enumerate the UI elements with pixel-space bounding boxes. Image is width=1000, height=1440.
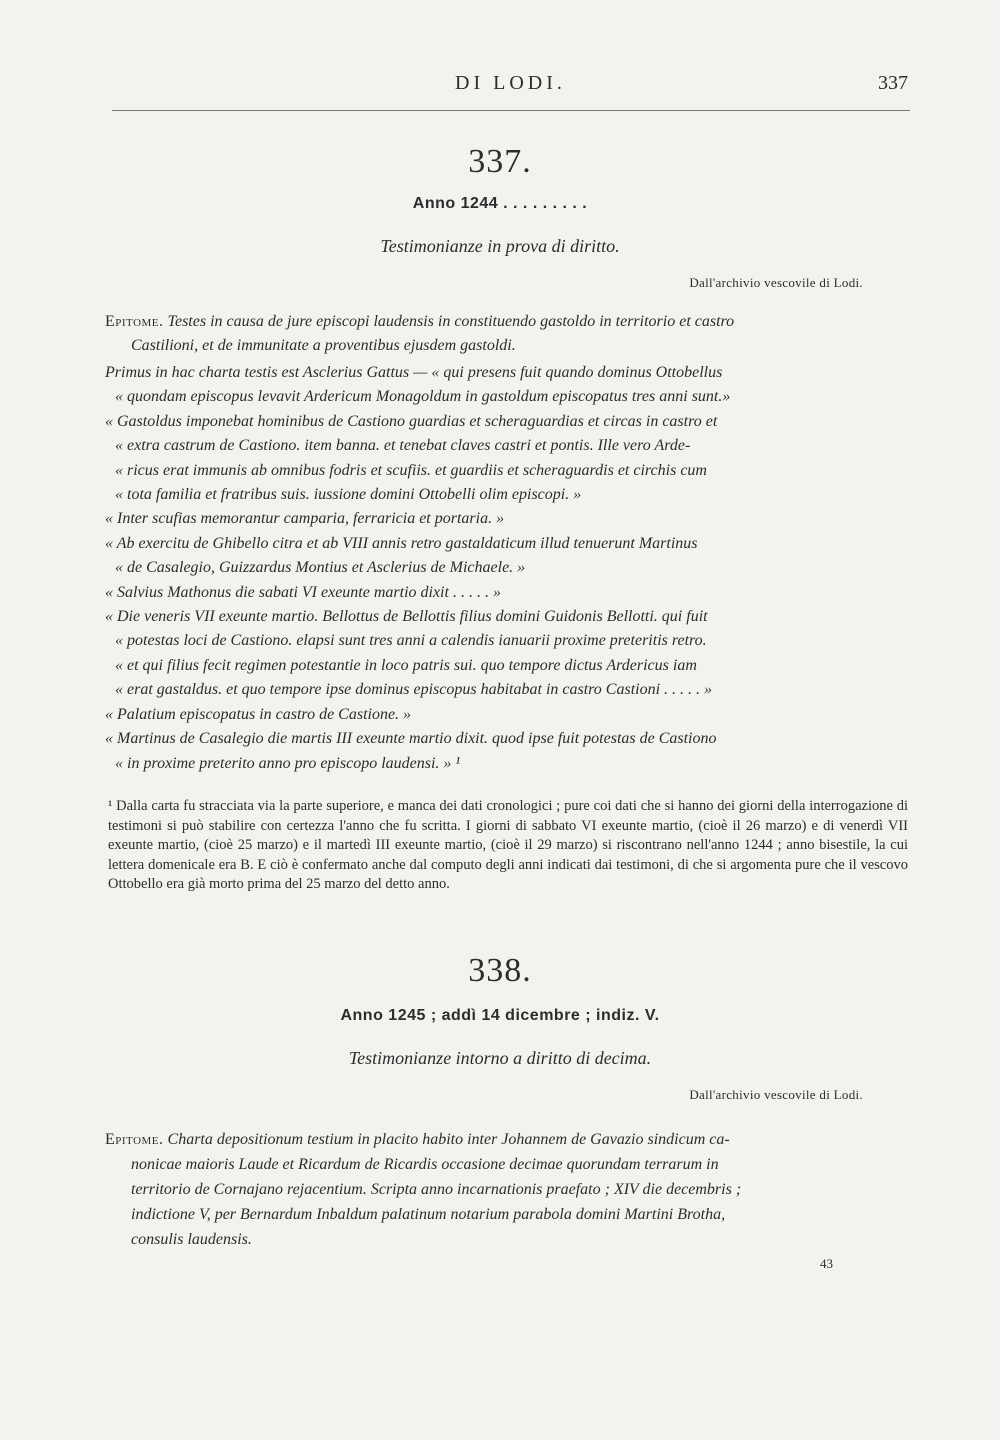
- running-head: [0, 72, 1000, 102]
- testimony-line: « Die veneris VII exeunte martio. Bellottus de Bellottis filius domini Guidonis Bellotti. qui fuit: [105, 608, 708, 626]
- testimony-line: « Gastoldus imponebat hominibus de Castiono guardias et scheraguardias et circas in castro et: [105, 412, 718, 430]
- epitome: [105, 1127, 905, 1252]
- running-title: DI LODI.: [455, 72, 566, 94]
- document-number: 337.: [468, 143, 532, 180]
- epitome: [105, 310, 905, 358]
- testimony-line: « Salvius Mathonus die sabati VI exeunte martio dixit . . . . . »: [105, 583, 501, 601]
- document-date: Anno 1244 . . . . . . . . .: [412, 195, 588, 212]
- testimony-line: « Martinus de Casalegio die martis III exeunte martio dixit. quod ipse fuit potestas de Castiono: [105, 730, 717, 748]
- testimony-line: « de Casalegio, Guizzardus Montius et Asclerius de Michaele. »: [115, 559, 526, 577]
- testimony-line: « quondam episcopus levavit Ardericum Monagoldum in gastoldum episcopatus tres anni sunt.»: [115, 388, 731, 406]
- document-heading: Testimonianze intorno a diritto di decima.: [348, 1048, 652, 1068]
- testimony-line: « extra castrum de Castiono. item banna. et tenebat claves castri et pontis. Ille vero Arde-: [115, 437, 691, 455]
- epitome-text: Charta depositionum testium in placito habito inter Johannem de Gavazio sindicum ca-: [167, 1131, 730, 1148]
- document-source: Dall'archivio vescovile di Lodi.: [689, 275, 863, 290]
- page-number: 337: [878, 72, 908, 94]
- testimony-text: [105, 361, 910, 776]
- document-source: Dall'archivio vescovile di Lodi.: [689, 1087, 863, 1102]
- testimony-line: « Inter scufias memorantur camparia, ferraricia et portaria. »: [105, 510, 505, 528]
- document-number: 338.: [468, 952, 532, 989]
- testimony-line: « Palatium episcopatus in castro de Castione. »: [105, 705, 412, 723]
- testimony-line: « in proxime preterito anno pro episcopo laudensi. » ¹: [115, 754, 461, 772]
- epitome-text: nonicae maioris Laude et Ricardum de Ricardis occasione decimae quorundam terrarum in: [131, 1156, 719, 1173]
- epitome-text: consulis laudensis.: [131, 1231, 252, 1248]
- signature-mark: 43: [820, 1256, 833, 1271]
- testimony-line: « et qui filius fecit regimen potestantie in loco patris sui. quo tempore dictus Ardericus iam: [115, 656, 697, 674]
- epitome-text: Castilioni, et de immunitate a proventibus ejusdem gastoldi.: [131, 337, 516, 354]
- testimony-line: Primus in hac charta testis est Asclerius Gattus — « qui presens fuit quando dominus Ottobellus: [105, 364, 723, 381]
- testimony-line: « potestas loci de Castiono. elapsi sunt tres anni a calendis ianuarii proxime preteritis retro.: [115, 632, 707, 650]
- epitome-text: indictione V, per Bernardum Inbaldum palatinum notarium parabola domini Martini Brotha,: [131, 1206, 726, 1223]
- document-heading: Testimonianze in prova di diritto.: [380, 236, 620, 256]
- epitome-text: Testes in causa de jure episcopi laudensis in constituendo gastoldo in territorio et castro: [167, 313, 735, 330]
- testimony-line: « erat gastaldus. et quo tempore ipse dominus episcopus habitabat in castro Castioni . . . . . »: [115, 681, 713, 699]
- document-date: Anno 1245 ; addì 14 dicembre ; indiz. V.: [340, 1007, 660, 1024]
- testimony-line: « Ab exercitu de Ghibello citra et ab VIII annis retro gastaldaticum illud tenuerunt Martinus: [105, 534, 698, 552]
- header-rule: [112, 110, 910, 111]
- epitome-label: Epitome.: [105, 1131, 164, 1148]
- footnote: ¹ Dalla carta fu stracciata via la parte superiore, e manca dei dati cronologici ; pure coi dati che si hanno dei giorni della interrogazione di testimoni si può stabilire con certezza l'anno che fu scritta. I giorni di sabbato VI exeunte martio, (cioè il 26 marzo) e di venerdì VII exeunte martio, (cioè 25 marzo) e il martedì III exeunte martio, (cioè il 29 marzo) si riscontrano nell'anno 1244 ; anno bisestile, la cui lettera domenicale era B. E ciò è confermato anche dal computo degli anni indicati dai testimoni, di che si argomenta pure che il vescovo Ottobello era già morto prima del 25 marzo del detto anno.: [108, 798, 908, 892]
- testimony-line: « tota familia et fratribus suis. iussione domini Ottobelli olim episcopi. »: [115, 486, 582, 504]
- epitome-label: Epitome.: [105, 313, 164, 330]
- testimony-line: « ricus erat immunis ab omnibus fodris et scufiis. et guardiis et scheraguardis et circhis cum: [115, 461, 707, 479]
- epitome-text: territorio de Cornajano rejacentium. Scripta anno incarnationis praefato ; XIV die decembris ;: [131, 1181, 742, 1198]
